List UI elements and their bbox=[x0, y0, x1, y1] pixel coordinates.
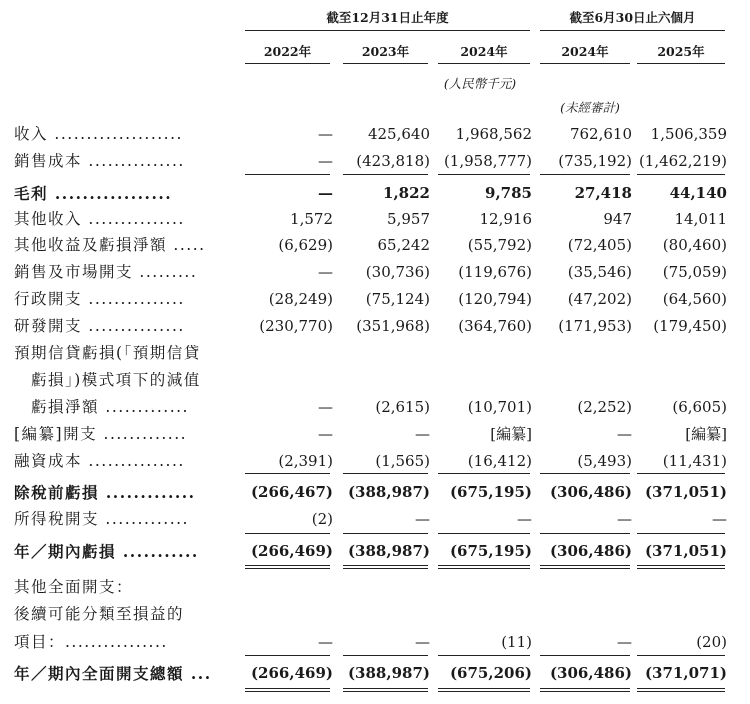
value-2025-h1: (80,460) bbox=[662, 236, 727, 254]
value-2024: — bbox=[517, 510, 532, 528]
subtotal-rule bbox=[637, 473, 725, 474]
value-2024: (10,701) bbox=[467, 398, 532, 416]
value-2024-h1: (5,493) bbox=[577, 452, 632, 470]
value-2025-h1: 44,140 bbox=[669, 184, 727, 202]
value-2022: (28,249) bbox=[268, 290, 333, 308]
value-2022: (6,629) bbox=[278, 236, 333, 254]
total-double-rule bbox=[245, 688, 330, 692]
value-2023: — bbox=[415, 510, 430, 528]
value-2024: (675,195) bbox=[449, 483, 532, 501]
value-2025-h1: (75,059) bbox=[662, 263, 727, 281]
annual-group-header: 截至12月31日止年度 bbox=[326, 10, 449, 25]
table-row bbox=[0, 180, 750, 207]
table-row bbox=[0, 286, 750, 313]
table-row bbox=[0, 601, 750, 628]
value-2024-h1: (306,486) bbox=[549, 542, 632, 560]
value-2025-h1: (371,051) bbox=[644, 542, 727, 560]
total-double-rule bbox=[540, 688, 630, 692]
table-row bbox=[0, 232, 750, 259]
table-row bbox=[0, 506, 750, 533]
table-row bbox=[0, 448, 750, 475]
value-2024: (11) bbox=[501, 633, 532, 651]
value-2024-h1: (47,202) bbox=[567, 290, 632, 308]
value-2022: (2) bbox=[311, 510, 333, 528]
value-2024: 12,916 bbox=[479, 210, 532, 228]
subtotal-rule bbox=[540, 174, 630, 175]
unaudited-note: (未經審計) bbox=[560, 100, 620, 115]
annual-group-underline bbox=[245, 30, 530, 31]
value-2023: 1,822 bbox=[383, 184, 430, 202]
value-2022: (2,391) bbox=[278, 452, 333, 470]
value-2023: — bbox=[415, 425, 430, 443]
value-2022: (266,467) bbox=[250, 483, 333, 501]
row-label: 研發開支 ............... bbox=[14, 317, 185, 335]
value-2022: — bbox=[318, 125, 333, 143]
column-header-2022: 2022年 bbox=[263, 44, 312, 59]
value-2023: (2,615) bbox=[375, 398, 430, 416]
subtotal-rule bbox=[540, 533, 630, 534]
value-2024-h1: 762,610 bbox=[569, 125, 632, 143]
value-2022: — bbox=[318, 425, 333, 443]
value-2022: — bbox=[318, 184, 333, 202]
table-row bbox=[0, 574, 750, 601]
value-2022: — bbox=[318, 263, 333, 281]
value-2023: (423,818) bbox=[356, 152, 430, 170]
table-row bbox=[0, 367, 750, 394]
value-2025-h1: (179,450) bbox=[653, 317, 727, 335]
row-label: 收入 .................... bbox=[14, 125, 183, 143]
row-label: 年／期內虧損 ........... bbox=[14, 542, 199, 561]
value-2024: (364,760) bbox=[458, 317, 532, 335]
value-2024: [編纂] bbox=[490, 425, 532, 443]
total-double-rule bbox=[343, 688, 428, 692]
table-row bbox=[0, 479, 750, 506]
row-label: 預期信貸虧損(「預期信貸 bbox=[14, 344, 201, 362]
subtotal-rule bbox=[540, 655, 630, 656]
currency-unit-note: (人民幣千元) bbox=[443, 76, 517, 91]
row-label: 其他全面開支： bbox=[14, 578, 134, 596]
subtotal-rule bbox=[245, 533, 330, 534]
value-2024-h1: (306,486) bbox=[549, 664, 632, 682]
value-2023: 425,640 bbox=[367, 125, 430, 143]
column-header-2025-h1: 2025年 bbox=[657, 44, 705, 59]
value-2024: 9,785 bbox=[485, 184, 532, 202]
row-label: 銷售成本 ............... bbox=[14, 152, 185, 170]
row-label: 毛利 ................. bbox=[14, 184, 173, 203]
subtotal-rule bbox=[343, 473, 428, 474]
value-2022: — bbox=[318, 633, 333, 651]
column-underline-2024-h1 bbox=[540, 63, 630, 64]
value-2025-h1: — bbox=[712, 510, 727, 528]
row-label: 融資成本 ............... bbox=[14, 452, 185, 470]
value-2025-h1: (371,051) bbox=[644, 483, 727, 501]
total-double-rule bbox=[637, 688, 725, 692]
column-header-2024-h1: 2024年 bbox=[561, 44, 609, 59]
subtotal-rule bbox=[540, 473, 630, 474]
value-2024-h1: (2,252) bbox=[577, 398, 632, 416]
row-label: 其他收入 ............... bbox=[14, 210, 185, 228]
table-row bbox=[0, 313, 750, 340]
value-2025-h1: (64,560) bbox=[662, 290, 727, 308]
subtotal-rule bbox=[637, 655, 725, 656]
value-2023: (388,987) bbox=[347, 542, 430, 560]
subtotal-rule bbox=[637, 174, 725, 175]
value-2023: (388,987) bbox=[347, 483, 430, 501]
value-2025-h1: (371,071) bbox=[644, 664, 727, 682]
value-2024: 1,968,562 bbox=[455, 125, 532, 143]
row-label: [編纂]開支 ............. bbox=[14, 425, 188, 443]
six-months-group-header: 截至6月30日止六個月 bbox=[569, 10, 696, 25]
table-row bbox=[0, 538, 750, 565]
value-2024-h1: — bbox=[617, 633, 632, 651]
value-2022: — bbox=[318, 152, 333, 170]
value-2023: (75,124) bbox=[365, 290, 430, 308]
value-2023: (30,736) bbox=[365, 263, 430, 281]
value-2024: (16,412) bbox=[467, 452, 532, 470]
row-label: 虧損」)模式項下的減值 bbox=[14, 371, 201, 389]
row-label: 所得稅開支 ............. bbox=[14, 510, 189, 528]
value-2024: (55,792) bbox=[467, 236, 532, 254]
table-row bbox=[0, 121, 750, 148]
total-double-rule bbox=[343, 565, 428, 569]
total-double-rule bbox=[637, 565, 725, 569]
value-2024-h1: — bbox=[617, 425, 632, 443]
table-row bbox=[0, 259, 750, 286]
value-2024: (119,676) bbox=[458, 263, 532, 281]
value-2024-h1: (306,486) bbox=[549, 483, 632, 501]
value-2022: — bbox=[318, 398, 333, 416]
subtotal-rule bbox=[637, 533, 725, 534]
value-2024-h1: 27,418 bbox=[574, 184, 632, 202]
value-2022: (266,469) bbox=[250, 664, 333, 682]
row-label: 後續可能分類至損益的 bbox=[14, 605, 185, 623]
total-double-rule bbox=[540, 565, 630, 569]
value-2023: (1,565) bbox=[375, 452, 430, 470]
table-row bbox=[0, 394, 750, 421]
total-double-rule bbox=[438, 565, 530, 569]
table-row bbox=[0, 660, 750, 687]
value-2024-h1: (72,405) bbox=[567, 236, 632, 254]
subtotal-rule bbox=[343, 655, 428, 656]
value-2024: (675,206) bbox=[449, 664, 532, 682]
row-label: 項目：................ bbox=[14, 633, 168, 651]
column-header-2023: 2023年 bbox=[361, 44, 410, 59]
value-2022: (230,770) bbox=[259, 317, 333, 335]
column-header-2024: 2024年 bbox=[460, 44, 508, 59]
column-underline-2023 bbox=[343, 63, 428, 64]
subtotal-rule bbox=[245, 655, 330, 656]
row-label: 其他收益及虧損淨額 ..... bbox=[14, 236, 206, 254]
value-2025-h1: (1,462,219) bbox=[638, 152, 727, 170]
value-2025-h1: (6,605) bbox=[672, 398, 727, 416]
value-2023: (388,987) bbox=[347, 664, 430, 682]
value-2025-h1: 14,011 bbox=[674, 210, 727, 228]
column-underline-2025-h1 bbox=[637, 63, 725, 64]
value-2023: (351,968) bbox=[356, 317, 430, 335]
value-2023: 5,957 bbox=[387, 210, 430, 228]
table-row bbox=[0, 421, 750, 448]
value-2024-h1: (735,192) bbox=[558, 152, 632, 170]
value-2024: (1,958,777) bbox=[443, 152, 532, 170]
subtotal-rule bbox=[343, 533, 428, 534]
subtotal-rule bbox=[245, 473, 330, 474]
table-row bbox=[0, 206, 750, 233]
value-2024-h1: (171,953) bbox=[558, 317, 632, 335]
value-2022: (266,469) bbox=[250, 542, 333, 560]
six-months-group-underline bbox=[540, 30, 725, 31]
value-2023: 65,242 bbox=[377, 236, 430, 254]
value-2023: — bbox=[415, 633, 430, 651]
total-double-rule bbox=[245, 565, 330, 569]
column-underline-2022 bbox=[245, 63, 330, 64]
value-2025-h1: (20) bbox=[696, 633, 727, 651]
subtotal-rule bbox=[245, 174, 330, 175]
value-2022: 1,572 bbox=[290, 210, 333, 228]
column-underline-2024 bbox=[438, 63, 530, 64]
row-label: 銷售及市場開支 ......... bbox=[14, 263, 198, 281]
row-label: 除稅前虧損 ............. bbox=[14, 483, 196, 502]
row-label: 虧損淨額 ............. bbox=[14, 398, 189, 416]
value-2024-h1: — bbox=[617, 510, 632, 528]
table-row bbox=[0, 148, 750, 175]
table-row bbox=[0, 340, 750, 367]
table-row bbox=[0, 629, 750, 656]
value-2024-h1: 947 bbox=[603, 210, 632, 228]
subtotal-rule bbox=[438, 174, 530, 175]
value-2025-h1: (11,431) bbox=[662, 452, 727, 470]
value-2024: (675,195) bbox=[449, 542, 532, 560]
value-2025-h1: 1,506,359 bbox=[650, 125, 727, 143]
subtotal-rule bbox=[343, 174, 428, 175]
row-label: 年／期內全面開支總額 ... bbox=[14, 664, 212, 683]
value-2024-h1: (35,546) bbox=[567, 263, 632, 281]
subtotal-rule bbox=[438, 473, 530, 474]
subtotal-rule bbox=[438, 655, 530, 656]
value-2025-h1: [編纂] bbox=[685, 425, 727, 443]
row-label: 行政開支 ............... bbox=[14, 290, 185, 308]
value-2024: (120,794) bbox=[458, 290, 532, 308]
subtotal-rule bbox=[438, 533, 530, 534]
total-double-rule bbox=[438, 688, 530, 692]
